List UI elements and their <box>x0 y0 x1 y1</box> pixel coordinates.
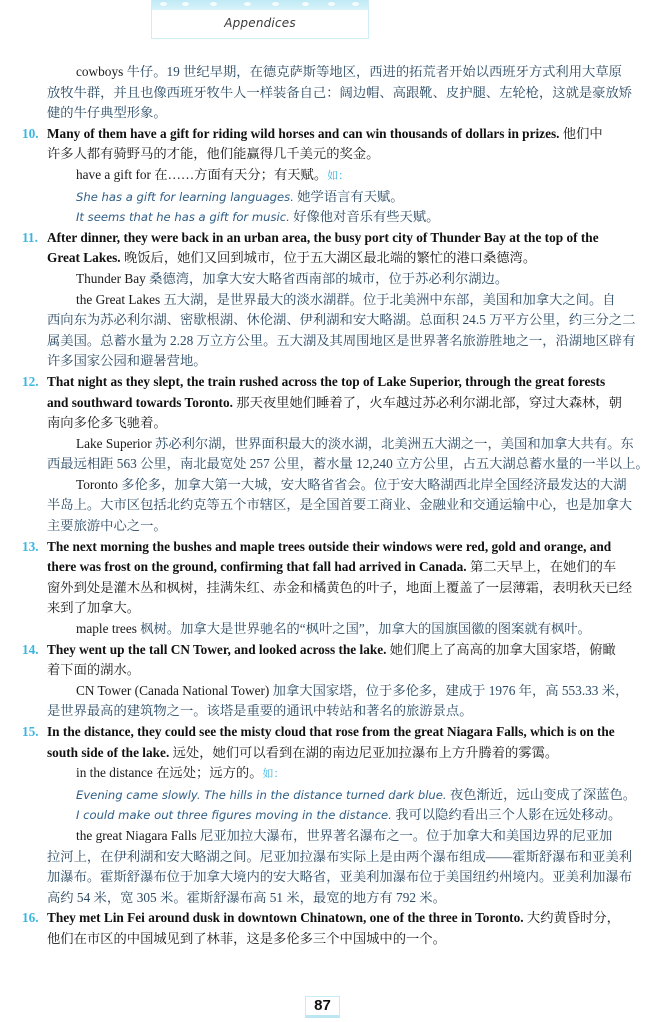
chinese-translation: 大约黄昏时分， <box>523 910 620 926</box>
chinese-translation: 窗外到处是灌木丛和枫树，挂满朱红、赤金和橘黄色的叶子，地面上覆盖了一层薄霜，表明秋天已经 <box>47 579 633 595</box>
note-continuation: 高约 54 米，宽 305 米。霍斯舒瀑布高 51 米，最宽的地方有 792 米。 <box>47 889 446 905</box>
note-item <box>0 372 650 537</box>
item-number: 16. <box>22 910 39 926</box>
example-chinese: 我可以隐约看出三个人影在远处移动。 <box>391 807 622 823</box>
sentence-line <box>0 578 650 599</box>
chinese-translation: 晚饭后，她们又回到城市，位于五大湖区最北端的繁忙的港口桑德湾。 <box>120 250 537 266</box>
example-sentence <box>0 805 650 826</box>
english-sentence: They went up the tall CN Tower, and looked across the lake. <box>47 641 387 657</box>
note-text: 牛仔。19 世纪早期，在德克萨斯等地区，西进的拓荒者开始以西班牙方式利用大草原 <box>123 64 622 79</box>
chinese-translation: 许多人都有骑野马的才能，他们能赢得几千美元的奖金。 <box>47 146 380 162</box>
intro-line <box>0 83 633 104</box>
example-english: It seems that he has a gift for music. <box>76 210 290 225</box>
note-item <box>0 124 650 228</box>
english-sentence: They met Lin Fei around dusk in downtown Chinatown, one of the three in Toronto. <box>47 910 524 926</box>
english-sentence: The next morning the bushes and maple trees outside their windows were red, gold and orange, and <box>47 538 612 554</box>
item-number: 11. <box>22 229 38 245</box>
english-sentence: and southward towards Toronto. <box>47 394 233 410</box>
note-continuation: 主要旅游中心之一。 <box>47 518 167 534</box>
chinese-translation: 着下面的湖水。 <box>47 662 141 678</box>
example-chinese: 夜色渐近，远山变成了深蓝色。 <box>446 786 637 802</box>
note-definition: 苏必利尔湖，世界面积最大的淡水湖，北美洲五大湖之一，美国和加拿大共有。东 <box>151 435 634 451</box>
example-sentence <box>0 187 650 208</box>
note-item <box>0 537 650 640</box>
sentence-line <box>0 413 650 434</box>
note-definition: 加拿大国家塔，位于多伦多，建成于 1976 年，高 553.33 米， <box>269 682 629 698</box>
example-english: I could make out three figures moving in the distance. <box>76 808 392 823</box>
example-sentence <box>0 207 650 228</box>
page-body <box>0 62 650 950</box>
note-item <box>0 722 650 908</box>
item-number: 14. <box>22 641 39 657</box>
note-continuation: 西最远相距 563 公里，南北最宽处 257 公里，蓄水量 12,240 立方公里，占五大湖总蓄水量的一半以上。 <box>47 456 649 472</box>
english-sentence: Great Lakes. <box>47 250 121 266</box>
note-term: in the distance <box>76 765 153 781</box>
intro-line <box>0 103 650 124</box>
chinese-translation: 他们中 <box>559 125 603 141</box>
note-term: maple trees <box>76 621 137 637</box>
vocab-note <box>0 619 650 640</box>
english-sentence: That night as they slept, the train rushed across the top of Lake Superior, through the great forests <box>47 373 606 389</box>
running-header <box>151 0 369 39</box>
sentence-line <box>0 228 650 249</box>
vocab-note <box>0 269 650 290</box>
vocab-note <box>0 763 650 785</box>
chinese-translation: 南向多伦多飞驰着。 <box>47 415 167 431</box>
chinese-translation: 第二天早上，在她们的车 <box>466 559 617 575</box>
section-title: Appendices <box>224 16 296 30</box>
example-sentence <box>0 785 650 806</box>
item-number: 13. <box>22 538 39 554</box>
note-continuation: 拉河上，在伊利湖和安大略湖之间。尼亚加拉瀑布实际上是由两个瀑布组成——霍斯舒瀑布和亚美利 <box>47 848 633 864</box>
example-english: Evening came slowly. The hills in the distance turned dark blue. <box>76 787 447 802</box>
example-marker: 如： <box>262 768 285 781</box>
note-definition: 在远处；远方的。 <box>152 765 263 781</box>
note-definition: 多伦多，加拿大第一大城，安大略省省会。位于安大略湖西北岸全国经济最发达的大湖 <box>117 476 627 492</box>
intro-line <box>0 62 650 83</box>
item-number: 10. <box>22 125 39 141</box>
note-term: CN Tower (Canada National Tower) <box>76 682 270 698</box>
english-sentence: In the distance, they could see the misty cloud that rose from the great Niagara Falls, which is on the <box>47 724 615 739</box>
note-term: Thunder Bay <box>76 270 146 286</box>
note-term: Lake Superior <box>76 435 152 451</box>
note-definition: 桑德湾，加拿大安大略省西南部的城市，位于苏必利尔湖边。 <box>145 270 509 286</box>
sentence-line <box>0 144 650 165</box>
sentence-line <box>0 598 650 619</box>
note-item <box>0 640 650 722</box>
note-term: Toronto <box>76 476 118 492</box>
note-text: 放牧牛群，并且也像西班牙牧牛人一样装备自己：阔边帽、高跟靴、皮护腿、左轮枪，这就是豪放矫 <box>47 84 633 100</box>
sentence-line <box>0 660 650 681</box>
note-definition: 五大湖，是世界最大的淡水湖群。位于北美洲中东部，美国和加拿大之间。自 <box>160 291 616 307</box>
sentence-line <box>0 743 650 764</box>
note-definition: 尼亚加拉大瀑布，世界著名瀑布之一。位于加拿大和美国边界的尼亚加 <box>196 827 613 843</box>
item-number: 12. <box>22 373 39 389</box>
page-number: 87 <box>305 996 340 1018</box>
chinese-translation: 他们在市区的中国城见到了林菲，这是多伦多三个中国城中的一个。 <box>47 930 446 946</box>
note-text: 健的牛仔典型形象。 <box>47 105 167 121</box>
sentence-line <box>0 929 650 950</box>
vocab-note <box>0 826 650 847</box>
example-chinese: 好像他对音乐有些天赋。 <box>289 209 440 225</box>
sentence-line <box>0 372 650 393</box>
note-term: have a gift for <box>76 166 151 182</box>
note-continuation: 半岛上。大市区包括北约克等五个市辖区，是全国首要工商业、金融业和交通运输中心，也是加拿大 <box>47 497 633 513</box>
note-continuation: 加瀑布。霍斯舒瀑布位于加拿大境内的安大略省，亚美利加瀑布位于美国纽约州境内。亚美利加瀑布 <box>47 869 633 885</box>
note-continuation: 许多国家公园和避暑营地。 <box>47 353 207 369</box>
header-wave-decoration <box>152 0 368 10</box>
vocab-note <box>0 434 650 455</box>
vocab-note <box>0 681 650 702</box>
note-continuation: 属美国。总蓄水量为 2.28 万立方公里。五大湖及其周围地区是世界著名旅游胜地之一，沿湖地区辟有 <box>47 332 636 348</box>
note-item <box>0 908 650 949</box>
note-definition: 枫树。加拿大是世界驰名的“枫叶之国”，加拿大的国旗国徽的图案就有枫叶。 <box>136 621 591 637</box>
vocab-note <box>0 475 650 496</box>
sentence-line <box>0 537 650 558</box>
note-term: the Great Lakes <box>76 291 161 307</box>
note-continuation: 是世界最高的建筑物之一。该塔是重要的通讯中转站和著名的旅游景点。 <box>47 703 473 719</box>
note-item <box>0 228 650 372</box>
sentence-line <box>0 640 650 661</box>
note-definition: 在……方面有天分；有天赋。 <box>150 166 328 182</box>
note-continuation: 西向东为苏必利尔湖、密歇根湖、休伦湖、伊利湖和安大略湖。总面积 24.5 万平方公里，约三分之二 <box>47 312 636 328</box>
sentence-line <box>0 248 650 269</box>
english-sentence: Many of them have a gift for riding wild horses and can win thousands of dollars in prizes. <box>47 125 560 141</box>
chinese-translation: 远处，她们可以看到在湖的南边尼亚加拉瀑布上方升腾着的雾霭。 <box>169 744 559 760</box>
example-chinese: 她学语言有天赋。 <box>293 188 404 204</box>
english-sentence: After dinner, they were back in an urban area, the busy port city of Thunder Bay at the top of the <box>47 229 599 245</box>
sentence-line <box>0 557 650 578</box>
chinese-translation: 来到了加拿大。 <box>47 600 141 616</box>
chinese-translation: 她们爬上了高高的加拿大国家塔，俯瞰 <box>386 641 616 657</box>
chinese-translation: 那天夜里她们睡着了，火车越过苏必利尔湖北部，穿过大森林，朝 <box>232 394 622 410</box>
sentence-line <box>0 124 650 145</box>
example-english: She has a gift for learning languages. <box>76 189 294 204</box>
sentence-line <box>0 722 650 743</box>
item-number: 15. <box>22 724 39 739</box>
sentence-line <box>0 393 650 414</box>
example-marker: 如： <box>327 169 350 182</box>
english-sentence: there was frost on the ground, confirming that fall had arrived in Canada. <box>47 559 467 575</box>
vocab-note <box>0 165 650 187</box>
sentence-line <box>0 908 650 929</box>
note-term: the great Niagara Falls <box>76 827 197 843</box>
note-term: cowboys <box>76 64 124 79</box>
vocab-note <box>0 290 650 311</box>
english-sentence: south side of the lake. <box>47 744 170 760</box>
